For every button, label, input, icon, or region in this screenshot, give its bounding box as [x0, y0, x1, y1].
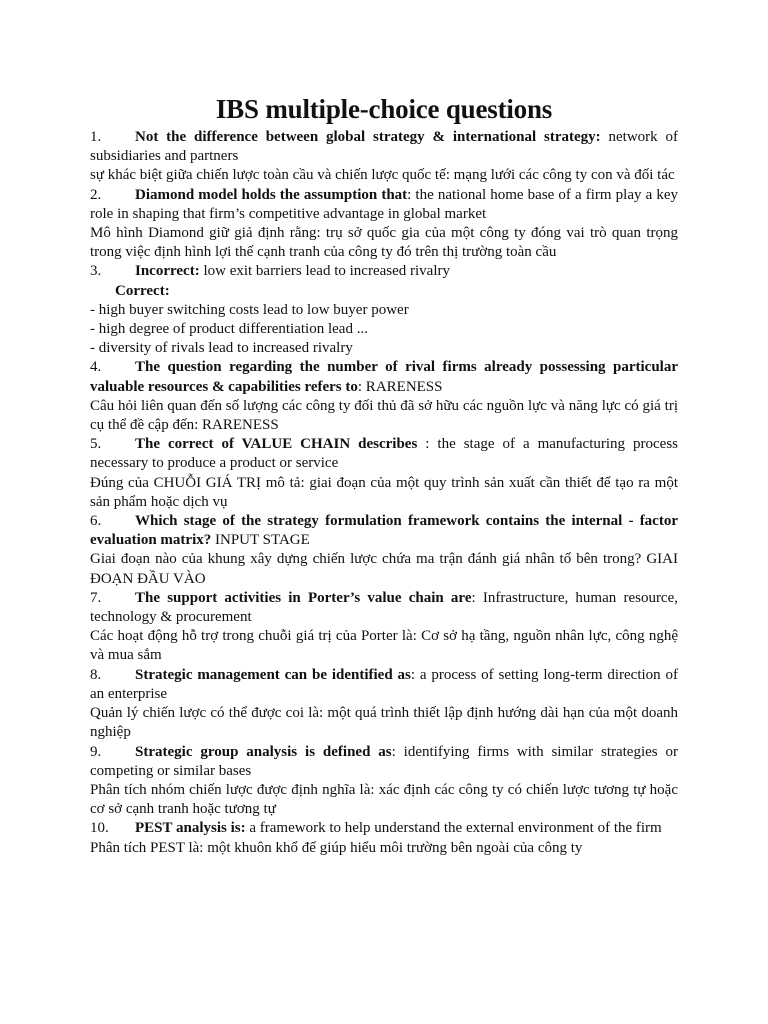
correct-item: - high buyer switching costs lead to low buyer power — [90, 301, 409, 318]
answer-text: a framework to help understand the external environment of the firm — [245, 820, 662, 837]
question-number: 8. — [90, 666, 102, 683]
document-title: IBS multiple-choice questions — [215, 94, 553, 124]
question-10 — [90, 819, 678, 838]
question-6 — [90, 512, 678, 550]
translation-8: Quản lý chiến lược có thể được coi là: một quá trình thiết lập định hướng dài hạn của một doanh nghiệp — [90, 705, 678, 741]
answer-text: : a process of setting long-term direction of an enterprise — [90, 666, 678, 702]
question-text: Incorrect: — [135, 263, 200, 280]
question-text: Not the difference between global strategy & international strategy: — [135, 129, 601, 145]
question-1 — [90, 128, 678, 166]
question-4 — [90, 358, 678, 396]
question-number: 5. — [90, 436, 102, 453]
question-text: The support activities in Porter’s value chain are — [135, 589, 472, 606]
question-number: 3. — [90, 263, 102, 280]
translation-5: Đúng của CHUỖI GIÁ TRỊ mô tả: giai đoạn của một quy trình sản xuất cần thiết để tạo ra một sản phẩm hoặc dịch vụ — [90, 474, 678, 510]
answer-text: : RARENESS — [357, 378, 443, 395]
answer-text: low exit barriers lead to increased rivalry — [199, 263, 450, 280]
question-text: PEST analysis is: — [135, 820, 246, 837]
question-3 — [90, 262, 678, 281]
question-2 — [90, 186, 678, 224]
translation-7: Các hoạt động hỗ trợ trong chuỗi giá trị của Porter là: Cơ sở hạ tầng, nguồn nhân lực, công nghệ và mua sắm — [90, 628, 678, 664]
translation-6: Giai đoạn nào của khung xây dựng chiến lược chứa ma trận đánh giá nhân tố bên trong? GIAI ĐOẠN ĐẦU VÀO — [90, 551, 678, 587]
question-number: 9. — [90, 743, 102, 760]
answer-text: : the national home base of a firm play a key role in shaping that firm’s competitive advantage in global market — [90, 186, 678, 222]
question-7 — [90, 589, 678, 627]
question-number: 10. — [90, 820, 109, 837]
question-number: 4. — [90, 359, 102, 376]
question-text: Strategic management can be identified as — [135, 666, 411, 683]
correct-item: - diversity of rivals lead to increased rivalry — [90, 340, 353, 357]
question-text: The question regarding the number of rival firms already possessing particular valuable resources & capabilities refers to — [90, 359, 678, 395]
translation-10: Phân tích PEST là: một khuôn khổ để giúp hiểu môi trường bên ngoài của công ty — [90, 839, 583, 856]
question-number: 7. — [90, 589, 102, 606]
question-5 — [90, 435, 678, 473]
question-number: 6. — [90, 513, 102, 530]
question-text: The correct of VALUE CHAIN describes — [135, 436, 418, 453]
translation-9: Phân tích nhóm chiến lược được định nghĩa là: xác định các công ty có chiến lược tương tự hoặc cơ sở cạnh tranh hoặc tương tự — [90, 781, 678, 818]
translation-2: Mô hình Diamond giữ giả định rằng: trụ sở quốc gia của một công ty đóng vai trò quan trọng trong việc định hình lợi thế cạnh tranh của công ty đó trên thị trường toàn cầu — [90, 225, 678, 261]
question-text: Which stage of the strategy formulation framework contains the internal - factor evaluation matrix? — [90, 513, 678, 549]
correct-label: Correct: — [115, 282, 170, 299]
question-number: 1. — [90, 129, 102, 145]
question-number: 2. — [90, 186, 102, 203]
answer-text: : Infrastructure, human resource, technology & procurement — [90, 589, 678, 626]
question-text: Strategic group analysis is defined as — [135, 743, 392, 760]
answer-text: : the stage of a manufacturing process necessary to produce a product or service — [90, 436, 678, 472]
translation-4: Câu hỏi liên quan đến số lượng các công ty đối thủ đã sở hữu các nguồn lực và năng lực có giá trị cụ thể đề cập đến: RARENESS — [90, 397, 678, 434]
answer-text: : identifying firms with similar strategies or competing or similar bases — [90, 743, 678, 779]
question-text: Diamond model holds the assumption that — [135, 186, 408, 203]
question-9 — [90, 743, 678, 781]
translation-1: sự khác biệt giữa chiến lược toàn cầu và chiến lược quốc tế: mạng lưới các công ty con và đối tác — [90, 167, 675, 184]
correct-item: - high degree of product differentiation lead ... — [90, 321, 368, 338]
question-8 — [90, 666, 678, 704]
answer-text: INPUT STAGE — [211, 532, 310, 549]
answer-text: network of subsidiaries and partners — [90, 129, 678, 165]
